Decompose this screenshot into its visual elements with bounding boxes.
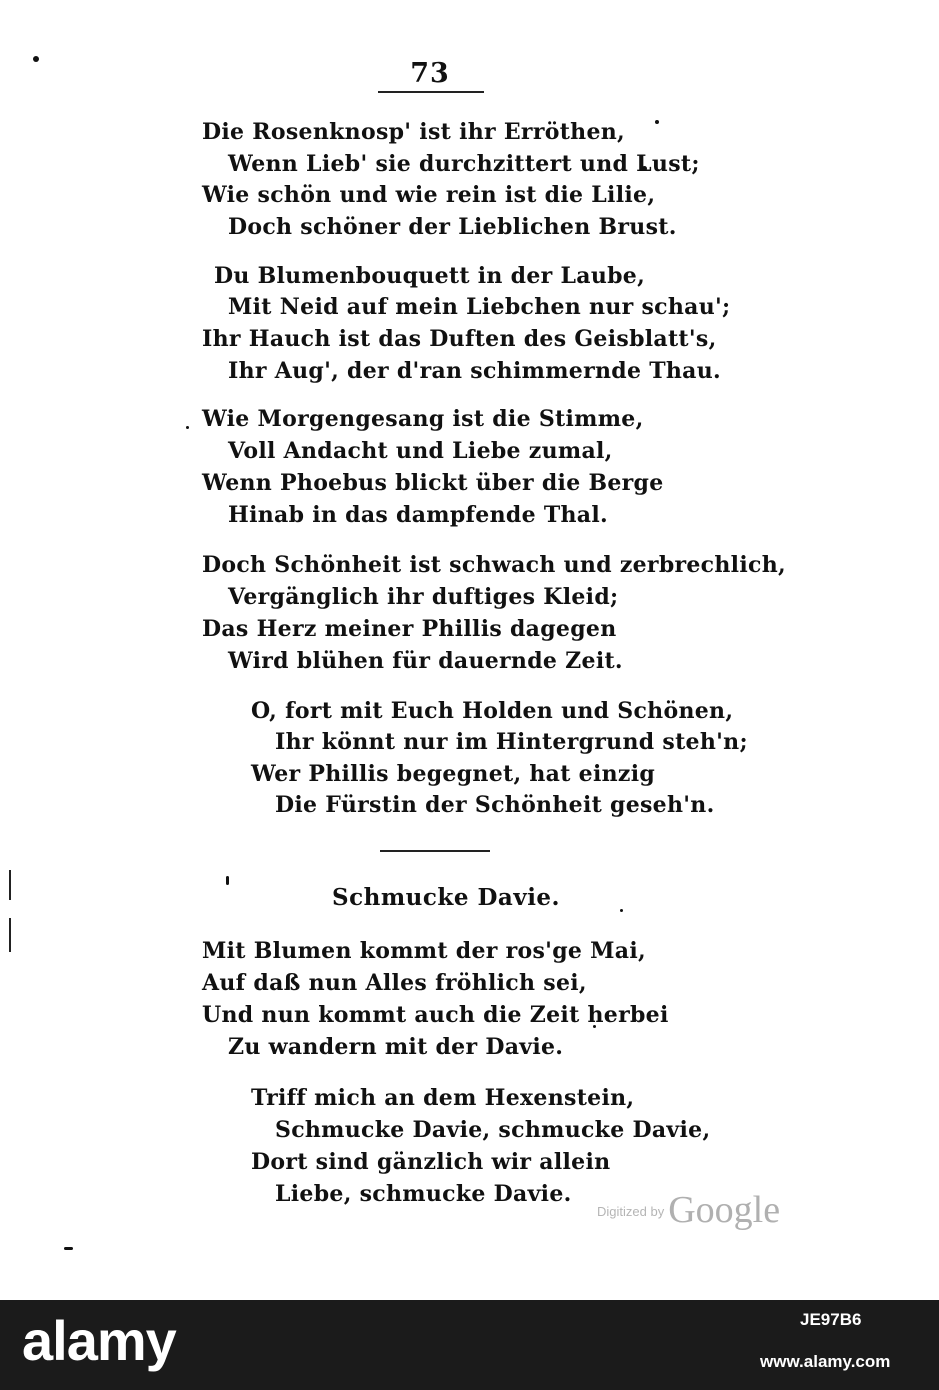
binding-edge-mark [9,918,11,952]
verse-line: Wie schön und wie rein ist die Lilie, [202,182,656,208]
verse-line: Hinab in das dampfende Thal. [228,502,608,528]
verse-line: Die Rosenknosp' ist ihr Erröthen, [202,119,626,145]
section-divider [380,850,490,852]
google-logo: Google [668,1189,781,1231]
scan-speck [186,426,189,429]
verse-line: Doch schöner der Lieblichen Brust. [228,214,677,240]
verse-line: Wer Phillis begegnet, hat einzig [251,761,656,787]
verse-line: Das Herz meiner Phillis dagegen [202,616,617,642]
image-id: JE97B6 [800,1310,862,1329]
scan-speck [620,909,623,912]
verse-line: Triff mich an dem Hexenstein, [251,1085,635,1111]
verse-line: Zu wandern mit der Davie. [228,1034,564,1060]
poem-title: Schmucke Davie. [332,884,561,911]
verse-line: Und nun kommt auch die Zeit herbei [202,1002,669,1028]
verse-line: Wenn Lieb' sie durchzittert und Lust; [228,151,700,177]
verse-line: Doch Schönheit ist schwach und zerbrechlich, [202,552,786,578]
watermark-prefix: Digitized by [597,1204,665,1219]
scan-speck [33,56,39,62]
scan-speck [226,876,229,885]
verse-line: Liebe, schmucke Davie. [275,1181,572,1207]
stock-photo-banner [0,1300,939,1390]
verse-line: Wird blühen für dauernde Zeit. [228,648,623,674]
digitized-by-google-watermark [597,1188,780,1232]
verse-line: Vergänglich ihr duftiges Kleid; [228,584,619,610]
verse-line: Auf daß nun Alles fröhlich sei, [202,970,587,996]
verse-line: Mit Blumen kommt der ros'ge Mai, [202,938,646,964]
site-url: www.alamy.com [760,1352,891,1371]
verse-line: Ihr Aug', der d'ran schimmernde Thau. [228,358,721,384]
page-number-rule [378,91,484,93]
verse-line: Dort sind gänzlich wir allein [251,1149,611,1175]
verse-line: Wie Morgengesang ist die Stimme, [202,406,644,432]
alamy-logo: alamy [22,1309,176,1372]
scan-speck [655,120,659,124]
verse-line: Voll Andacht und Liebe zumal, [228,438,613,464]
verse-line: Schmucke Davie, schmucke Davie, [275,1117,711,1143]
verse-line: O, fort mit Euch Holden und Schönen, [251,698,734,724]
scan-speck [64,1247,73,1250]
verse-line: Ihr könnt nur im Hintergrund steh'n; [275,729,748,755]
binding-edge-mark [9,870,11,900]
verse-line: Wenn Phoebus blickt über die Berge [202,470,664,496]
verse-line: Mit Neid auf mein Liebchen nur schau'; [228,294,731,320]
page-number: 73 [410,58,450,89]
verse-line: Ihr Hauch ist das Duften des Geisblatt's, [202,326,717,352]
verse-line: Die Fürstin der Schönheit geseh'n. [275,792,715,818]
verse-line: Du Blumenbouquett in der Laube, [214,263,646,289]
